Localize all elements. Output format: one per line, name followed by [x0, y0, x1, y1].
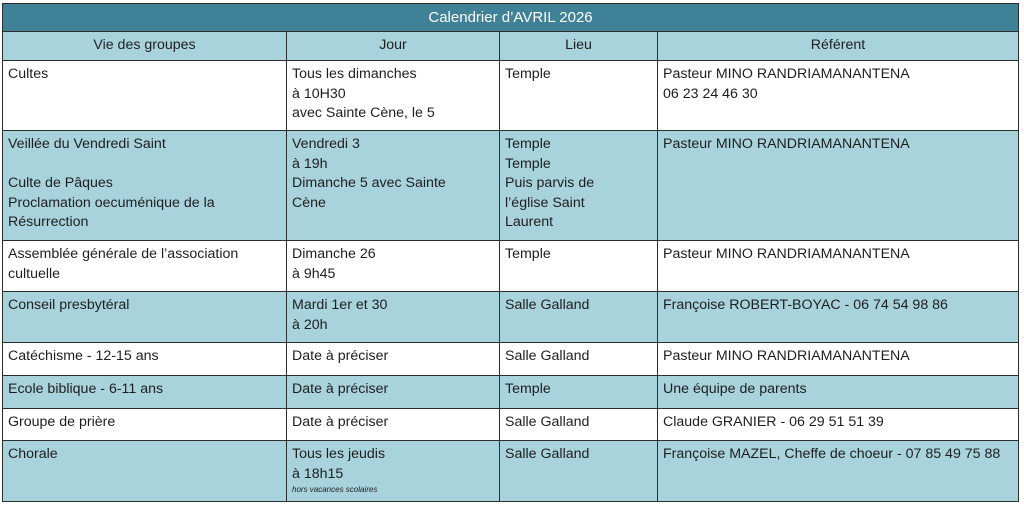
calendar-body	[3, 61, 1019, 502]
calendar-title: Calendrier d’AVRIL 2026	[3, 4, 1019, 32]
cell-line: à 19h	[292, 155, 328, 172]
group-cell	[3, 343, 287, 376]
table-row	[3, 61, 1019, 131]
cell-line: Temple	[505, 155, 551, 172]
cell-line: avec Sainte Cène, le 5	[292, 105, 435, 121]
cell-line: Cultes	[8, 66, 49, 82]
cell-line: Mardi 1er et 30	[292, 297, 388, 313]
cell-line: Salle Galland	[505, 348, 590, 364]
group-cell	[3, 131, 287, 241]
place-cell	[500, 241, 658, 292]
table-row	[3, 241, 1019, 292]
group-cell	[3, 292, 287, 343]
cell-line: Pasteur MINO RANDRIAMANANTENA	[663, 136, 910, 152]
cell-line: Françoise MAZEL, Cheffe de choeur - 07 85 49 75 88	[663, 446, 1001, 462]
cell-line: Salle Galland	[505, 414, 590, 430]
cell-line: Pasteur MINO RANDRIAMANANTENA	[663, 66, 910, 82]
place-cell	[500, 292, 658, 343]
day-cell	[287, 376, 500, 409]
day-cell	[287, 131, 500, 241]
column-header-jour: Jour	[287, 32, 500, 61]
title-row	[3, 4, 1019, 32]
cell-line: Laurent	[505, 214, 554, 230]
cell-line: Dimanche 5 avec Sainte	[292, 175, 446, 191]
calendar-table	[2, 3, 1019, 502]
table-row	[3, 131, 1019, 241]
cell-line: Veillée du Vendredi Saint	[8, 136, 166, 152]
cell-line: Catéchisme - 12-15 ans	[8, 348, 159, 364]
group-cell	[3, 241, 287, 292]
cell-line: à 20h	[292, 316, 328, 333]
cell-line: Salle Galland	[505, 446, 590, 462]
cell-line: Puis parvis de	[505, 175, 595, 191]
cell-line: Temple	[505, 136, 551, 152]
cell-line: Date à préciser	[292, 414, 389, 430]
day-cell	[287, 241, 500, 292]
day-cell	[287, 292, 500, 343]
cell-line: Temple	[505, 246, 551, 262]
group-cell	[3, 376, 287, 409]
column-header-lieu: Lieu	[500, 32, 658, 61]
day-cell	[287, 61, 500, 131]
cell-line: Vendredi 3	[292, 136, 360, 152]
cell-line: Culte de Pâques	[8, 175, 113, 191]
referent-cell	[658, 441, 1019, 502]
table-row	[3, 343, 1019, 376]
cell-line: Claude GRANIER - 06 29 51 51 39	[663, 414, 884, 430]
referent-cell	[658, 343, 1019, 376]
cell-line: Pasteur MINO RANDRIAMANANTENA	[663, 348, 910, 364]
group-cell	[3, 61, 287, 131]
cell-line: à 10H30	[292, 85, 346, 102]
referent-cell	[658, 241, 1019, 292]
column-header-groupes: Vie des groupes	[3, 32, 287, 61]
cell-line: Groupe de prière	[8, 414, 116, 430]
cell-line: Date à préciser	[292, 348, 389, 364]
cell-line: 06 23 24 46 30	[663, 85, 758, 102]
table-row	[3, 292, 1019, 343]
referent-cell	[658, 61, 1019, 131]
day-cell	[287, 343, 500, 376]
place-cell	[500, 61, 658, 131]
referent-cell	[658, 131, 1019, 241]
day-cell	[287, 441, 500, 502]
place-cell	[500, 343, 658, 376]
header-row	[3, 32, 1019, 61]
cell-line: Conseil presbytéral	[8, 297, 130, 313]
cell-line: Dimanche 26	[292, 246, 376, 262]
place-cell	[500, 441, 658, 502]
cell-line: Date à préciser	[292, 381, 389, 397]
referent-cell	[658, 409, 1019, 441]
place-cell	[500, 376, 658, 409]
cell-line: à 9h45	[292, 265, 336, 282]
cell-line: à 18h15	[292, 465, 344, 482]
cell-line: Résurrection	[8, 214, 89, 230]
cell-line: Temple	[505, 66, 551, 82]
calendar-table-container	[2, 3, 1018, 502]
cell-line: Tous les dimanches	[292, 66, 417, 82]
table-row	[3, 441, 1019, 502]
cell-line: Salle Galland	[505, 297, 590, 313]
cell-line: Une équipe de parents	[663, 381, 807, 397]
day-cell	[287, 409, 500, 441]
cell-line: Françoise ROBERT-BOYAC - 06 74 54 98 86	[663, 297, 948, 313]
group-cell	[3, 441, 287, 502]
cell-line: Tous les jeudis	[292, 446, 386, 462]
table-row	[3, 376, 1019, 409]
cell-line	[8, 155, 282, 175]
cell-line: Pasteur MINO RANDRIAMANANTENA	[663, 246, 910, 262]
cell-line: Chorale	[8, 446, 58, 462]
cell-line: cultuelle	[8, 265, 61, 282]
place-cell	[500, 409, 658, 441]
referent-cell	[658, 292, 1019, 343]
table-row	[3, 409, 1019, 441]
referent-cell	[658, 376, 1019, 409]
cell-note: hors vacances scolaires	[292, 485, 378, 494]
cell-line: Proclamation oecuménique de la	[8, 194, 215, 211]
cell-line: Ecole biblique - 6-11 ans	[8, 381, 164, 397]
group-cell	[3, 409, 287, 441]
cell-line: Temple	[505, 381, 551, 397]
cell-line: Cène	[292, 194, 326, 211]
cell-line: l’église Saint	[505, 194, 585, 211]
place-cell	[500, 131, 658, 241]
column-header-referent: Référent	[658, 32, 1019, 61]
cell-line: Assemblée générale de l’association	[8, 246, 239, 262]
